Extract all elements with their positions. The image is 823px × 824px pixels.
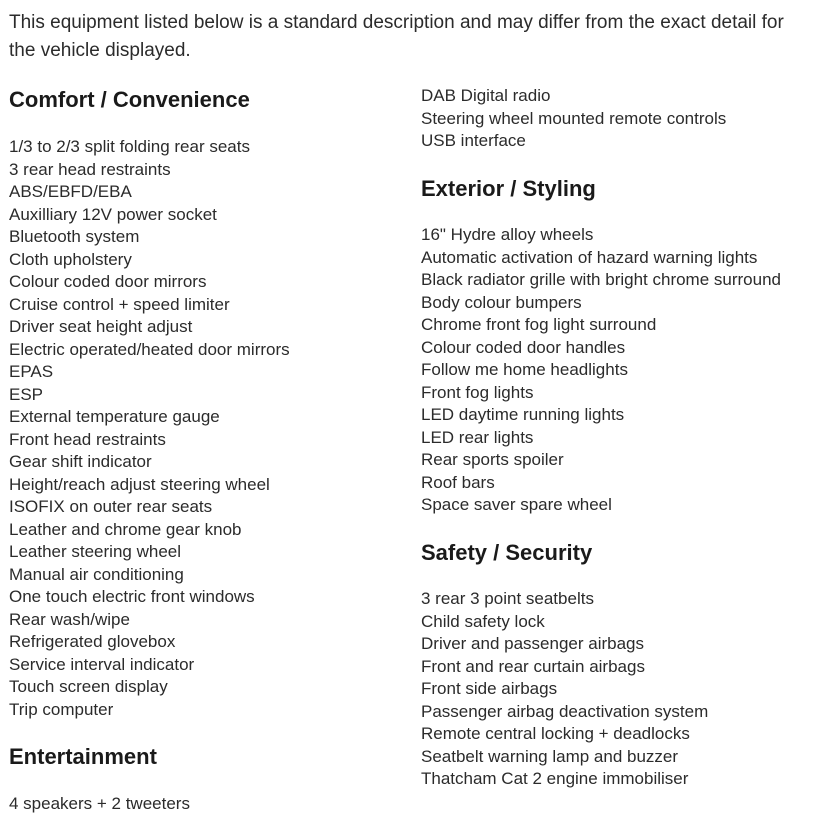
list-item: Follow me home headlights: [421, 360, 628, 379]
list-item: Driver seat height adjust: [9, 317, 193, 336]
list-item: Front fog lights: [421, 382, 534, 402]
list-item: LED daytime running lights: [421, 405, 625, 424]
list-item: 3 rear 3 point seatbelts: [421, 589, 594, 608]
list-item: Roof bars: [421, 472, 495, 492]
list-item: Automatic activation of hazard warning lights: [421, 247, 758, 267]
list-item: Body colour bumpers: [421, 292, 582, 312]
list-item: Thatcham Cat 2 engine immobiliser: [421, 769, 689, 788]
list-item: DAB Digital radio: [421, 86, 551, 105]
list-item: 16" Hydre alloy wheels: [421, 225, 594, 244]
list-item: Passenger airbag deactivation system: [421, 701, 709, 721]
list-item: One touch electric front windows: [9, 587, 255, 606]
section-title-safety: Safety / Security: [421, 540, 593, 565]
list-item: ISOFIX on outer rear seats: [9, 497, 213, 516]
list-item: Height/reach adjust steering wheel: [9, 474, 270, 494]
section-title-entertainment: Entertainment: [9, 744, 157, 769]
list-item: ESP: [9, 384, 44, 404]
list-item: Trip computer: [9, 699, 114, 719]
list-item: Touch screen display: [9, 677, 168, 696]
list-item: Colour coded door handles: [421, 337, 626, 357]
list-item: Remote central locking + deadlocks: [421, 724, 690, 743]
list-safety: [421, 588, 708, 791]
list-item: Seatbelt warning lamp and buzzer: [421, 746, 679, 766]
section-title-comfort: Comfort / Convenience: [9, 87, 250, 112]
list-item: 3 rear head restraints: [9, 159, 171, 179]
list-item: Service interval indicator: [9, 654, 195, 674]
list-item: Driver and passenger airbags: [421, 634, 645, 653]
list-item: Cloth upholstery: [9, 249, 132, 269]
list-item: Leather steering wheel: [9, 542, 182, 561]
list-item: Rear wash/wipe: [9, 609, 130, 629]
list-entertainment: [9, 793, 190, 816]
list-entertainment-continued: [421, 85, 726, 153]
list-item: Manual air conditioning: [9, 564, 184, 584]
list-item: Refrigerated glovebox: [9, 632, 176, 651]
list-item: EPAS: [9, 362, 54, 381]
list-item: Leather and chrome gear knob: [9, 519, 242, 539]
intro-text: This equipment listed below is a standard description and may differ from the exact detail for the vehicle displayed.: [9, 12, 784, 61]
list-exterior: [421, 224, 781, 517]
list-item: USB interface: [421, 131, 526, 150]
list-item: Steering wheel mounted remote controls: [421, 108, 727, 128]
list-item: External temperature gauge: [9, 407, 220, 426]
list-item: Gear shift indicator: [9, 452, 152, 471]
list-item: Child safety lock: [421, 611, 545, 631]
list-item: Chrome front fog light surround: [421, 315, 657, 334]
list-item: Electric operated/heated door mirrors: [9, 339, 290, 359]
list-item: Bluetooth system: [9, 227, 140, 246]
section-title-exterior: Exterior / Styling: [421, 176, 596, 201]
list-comfort: [9, 136, 290, 721]
list-item: Front side airbags: [421, 679, 558, 698]
list-item: 4 speakers + 2 tweeters: [9, 794, 190, 813]
list-item: 1/3 to 2/3 split folding rear seats: [9, 137, 250, 156]
list-item: Black radiator grille with bright chrome surround: [421, 270, 781, 289]
list-item: Front and rear curtain airbags: [421, 656, 645, 676]
list-item: Rear sports spoiler: [421, 450, 564, 469]
list-item: ABS/EBFD/EBA: [9, 182, 132, 201]
list-item: Front head restraints: [9, 429, 166, 449]
list-item: LED rear lights: [421, 427, 534, 447]
list-item: Colour coded door mirrors: [9, 272, 207, 291]
list-item: Space saver spare wheel: [421, 495, 612, 514]
list-item: Auxilliary 12V power socket: [9, 204, 217, 224]
list-item: Cruise control + speed limiter: [9, 294, 230, 314]
